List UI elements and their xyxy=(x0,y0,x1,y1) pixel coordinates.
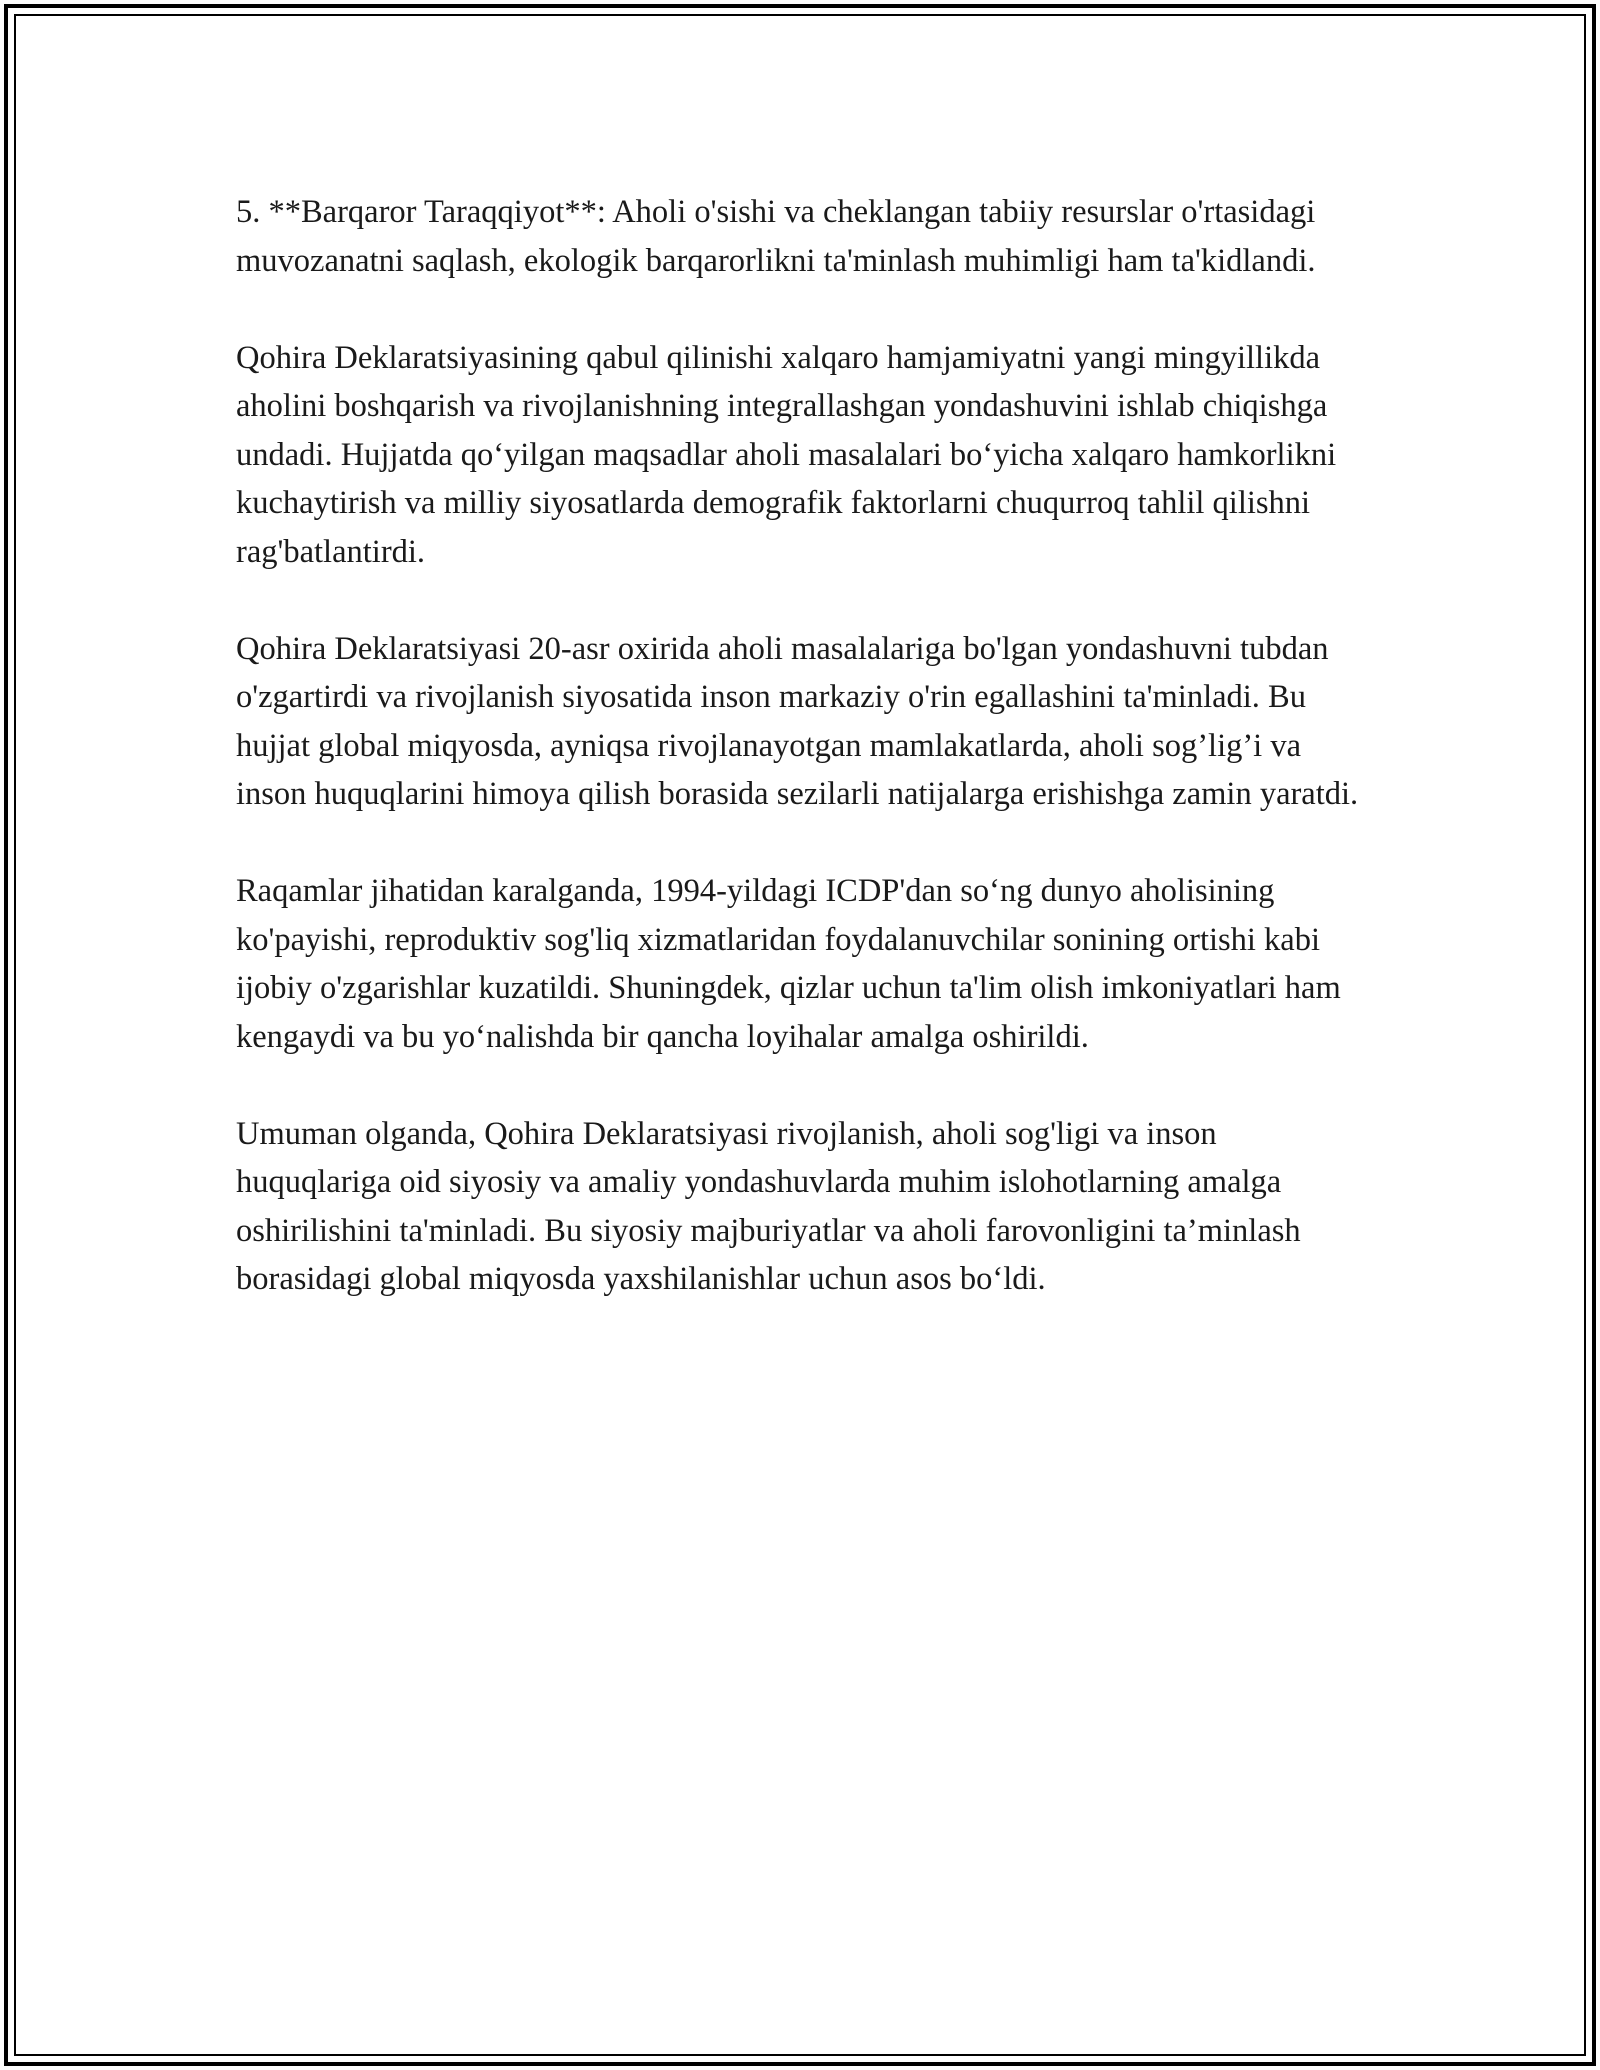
paragraph-declaration-adoption: Qohira Deklaratsiyasining qabul qilinishi xalqaro hamjamiyatni yangi mingyillikda aholini boshqarish va rivojlanishning integrallashgan yondashuvini ishlab chiqishga undadi. Hujjatda qo‘yilgan maqsadlar aholi masalalari bo‘yicha xalqaro hamkorlikni kuchaytirish va milliy siyosatlarda demografik faktorlarni chuqurroq tahlil qilishni rag'batlantirdi. xyxy=(236,339,1337,570)
document-body xyxy=(236,188,1376,1352)
paragraph-conclusion: Umuman olganda, Qohira Deklaratsiyasi rivojlanish, aholi sog'ligi va inson huquqlariga oid siyosiy va amaliy yondashuvlarda muhim islohotlarning amalga oshirilishini ta'minladi. Bu siyosiy majburiyatlar va aholi farovonligini ta’minlash borasidagi global miqyosda yaxshilanishlar uchun asos bo‘ldi. xyxy=(236,1115,1301,1297)
paragraph-sustainable-development: 5. **Barqaror Taraqqiyot**: Aholi o'sishi va cheklangan tabiiy resurslar o'rtasidagi muvozanatni saqlash, ekologik barqarorlikni ta'minlash muhimligi ham ta'kidlandi. xyxy=(236,194,1316,279)
paragraph-numbers: Raqamlar jihatidan karalganda, 1994-yildagi ICDP'dan so‘ng dunyo aholisining ko'payishi, reproduktiv sog'liq xizmatlaridan foydalanuvchilar sonining ortishi kabi ijobiy o'zgarishlar kuzatildi. Shuningdek, qizlar uchun ta'lim olish imkoniyatlari ham kengaydi va bu yo‘nalishda bir qancha loyihalar amalga oshirildi. xyxy=(236,873,1341,1055)
paragraph-declaration-impact: Qohira Deklaratsiyasi 20-asr oxirida aholi masalalariga bo'lgan yondashuvni tubdan o'zgartirdi va rivojlanish siyosatida inson markaziy o'rin egallashini ta'minladi. Bu hujjat global miqyosda, ayniqsa rivojlanayotgan mamlakatlarda, aholi sog’lig’i va inson huquqlarini himoya qilish borasida sezilarli natijalarga erishishga zamin yaratdi. xyxy=(236,630,1359,812)
